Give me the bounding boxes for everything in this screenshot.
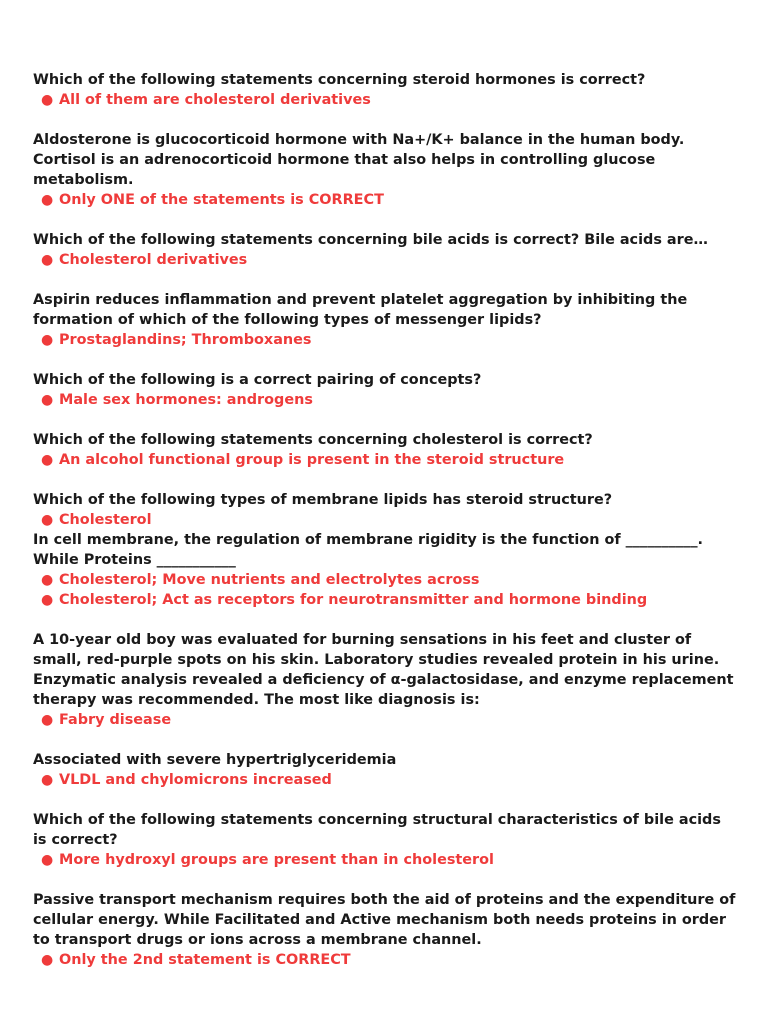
question-text: Passive transport mechanism requires both the aid of proteins and the expenditure of cellular energy. While Facilitated and Active mechanism both needs proteins in order to transport drugs or ions across a membrane channel. (33, 892, 741, 948)
answer-item (33, 510, 738, 530)
answer-text: Cholesterol; Act as receptors for neurotransmitter and hormone binding (59, 592, 648, 608)
bullet-icon: ● (41, 452, 54, 468)
bullet-icon: ● (41, 92, 54, 108)
question-text: Which of the following is a correct pairing of concepts? (33, 372, 482, 388)
question-block-10 (33, 750, 738, 790)
answer-item (33, 850, 738, 870)
answer-item (33, 250, 738, 270)
question-text: Aspirin reduces inflammation and prevent platelet aggregation by inhibiting the formation of which of the following types of messenger lipids? (33, 292, 693, 328)
answer-text: Fabry disease (59, 712, 172, 728)
answer-text: Prostaglandins; Thromboxanes (59, 332, 312, 348)
answer-list (33, 510, 738, 530)
answer-list (33, 770, 738, 790)
bullet-icon: ● (41, 192, 54, 208)
bullet-icon: ● (41, 772, 54, 788)
question-text: In cell membrane, the regulation of membrane rigidity is the function of __________. While Proteins ___________ (33, 532, 709, 568)
question-block-1 (33, 70, 738, 110)
answer-list (33, 710, 738, 730)
answer-item (33, 190, 738, 210)
answer-item (33, 710, 738, 730)
answer-text: Only ONE of the statements is CORRECT (59, 192, 384, 208)
answer-list (33, 90, 738, 110)
answer-item (33, 450, 738, 470)
bullet-icon: ● (41, 332, 54, 348)
answer-list (33, 190, 738, 210)
answer-list (33, 390, 738, 410)
answer-list (33, 570, 738, 610)
question-text: Which of the following statements concerning structural characteristics of bile acids is correct? (33, 812, 726, 848)
question-block-7 (33, 490, 738, 530)
bullet-icon: ● (41, 852, 54, 868)
answer-list (33, 330, 738, 350)
answer-text: VLDL and chylomicrons increased (59, 772, 332, 788)
bullet-icon: ● (41, 952, 54, 968)
bullet-icon: ● (41, 572, 54, 588)
bullet-icon: ● (41, 712, 54, 728)
question-text: Which of the following statements concerning cholesterol is correct? (33, 432, 593, 448)
question-block-2 (33, 130, 738, 210)
question-text: Associated with severe hypertriglyceridemia (33, 752, 397, 768)
bullet-icon: ● (41, 512, 54, 528)
answer-item (33, 950, 738, 970)
question-block-3 (33, 230, 738, 270)
question-block-11 (33, 810, 738, 870)
question-block-8 (33, 530, 738, 610)
question-block-6 (33, 430, 738, 470)
question-block-9 (33, 630, 738, 730)
answer-list (33, 850, 738, 870)
question-block-12 (33, 890, 741, 970)
question-text: Which of the following statements concerning bile acids is correct? Bile acids are… (33, 232, 708, 248)
answer-text: More hydroxyl groups are present than in cholesterol (59, 852, 494, 868)
answer-item (33, 590, 738, 610)
bullet-icon: ● (41, 252, 54, 268)
question-text: Which of the following statements concerning steroid hormones is correct? (33, 72, 646, 88)
answer-text: Only the 2nd statement is CORRECT (59, 952, 351, 968)
question-text: Aldosterone is glucocorticoid hormone with Na+/K+ balance in the human body. Cortisol is an adrenocorticoid hormone that also helps in controlling glucose metabolism. (33, 132, 690, 188)
question-text: Which of the following types of membrane lipids has steroid structure? (33, 492, 613, 508)
answer-item (33, 390, 738, 410)
answer-text: Cholesterol (59, 512, 152, 528)
question-block-5 (33, 370, 738, 410)
question-text: A 10-year old boy was evaluated for burning sensations in his feet and cluster of small, red-purple spots on his skin. Laboratory studies revealed protein in his urine. Enzymatic analysis revealed a deficiency of α-galactosidase, and enzyme replacement therapy was recommended. The most like diagnosis is: (33, 632, 739, 708)
bullet-icon: ● (41, 592, 54, 608)
answer-item (33, 90, 738, 110)
answer-list (33, 950, 738, 970)
answer-text: An alcohol functional group is present in the steroid structure (59, 452, 565, 468)
question-block-4 (33, 290, 738, 350)
answer-item (33, 330, 738, 350)
answer-item (33, 770, 738, 790)
answer-item (33, 570, 738, 590)
bullet-icon: ● (41, 392, 54, 408)
answer-text: Cholesterol derivatives (59, 252, 248, 268)
answer-text: Cholesterol; Move nutrients and electrolytes across (59, 572, 480, 588)
answer-text: All of them are cholesterol derivatives (59, 92, 371, 108)
answer-list (33, 250, 738, 270)
answer-list (33, 450, 738, 470)
answer-text: Male sex hormones: androgens (59, 392, 313, 408)
